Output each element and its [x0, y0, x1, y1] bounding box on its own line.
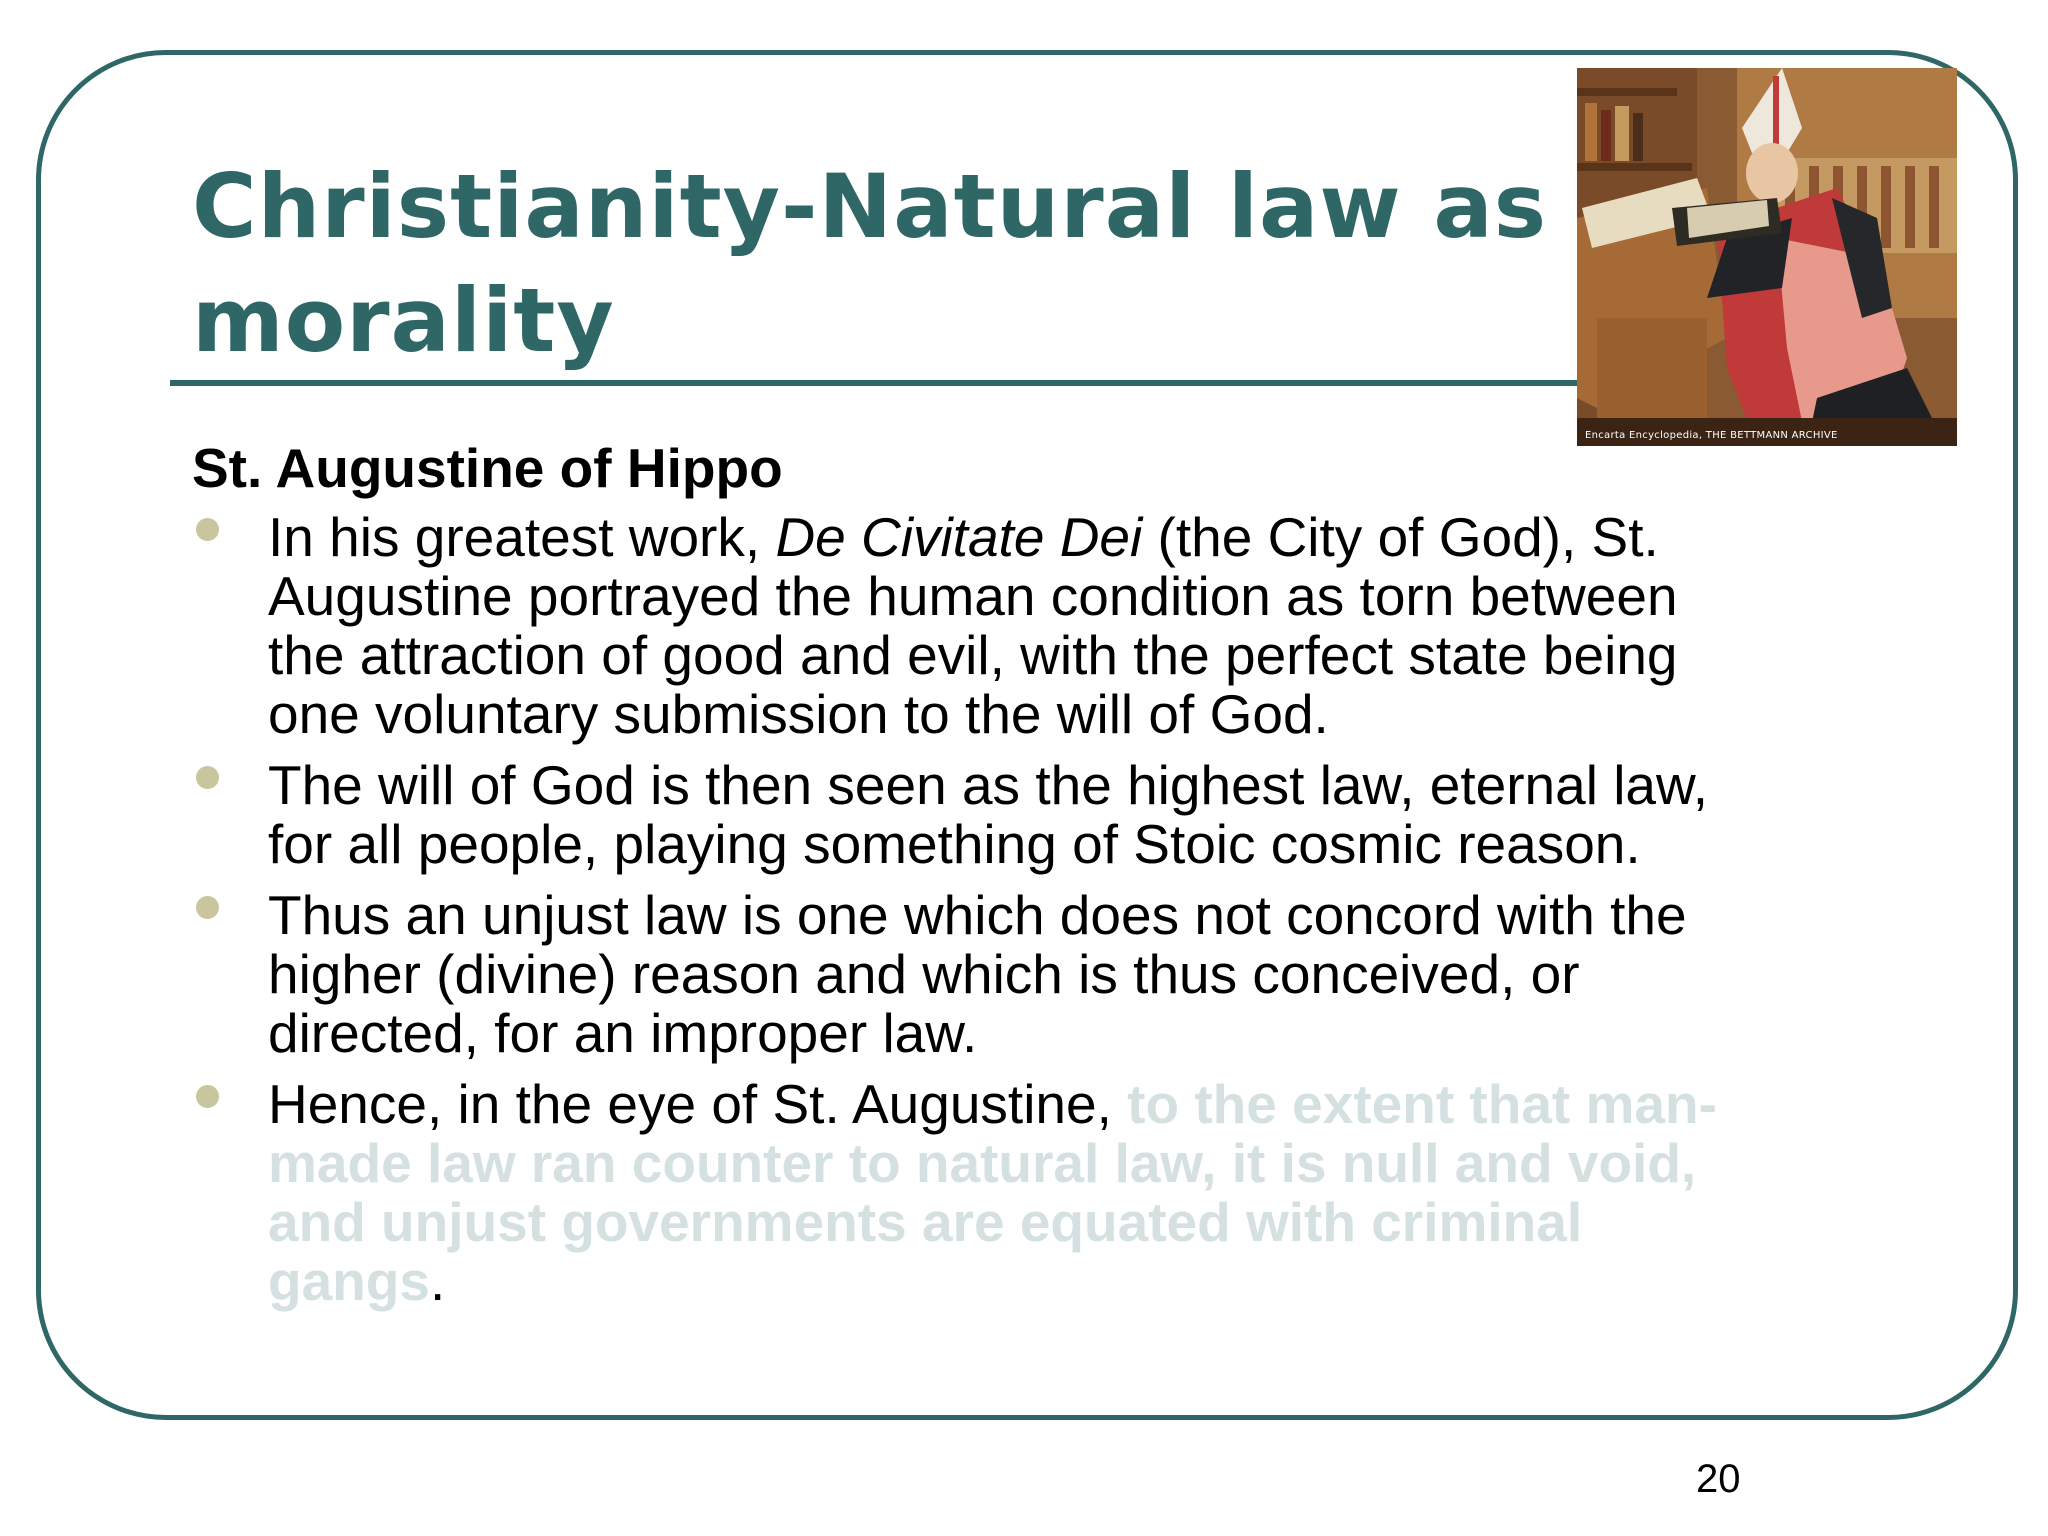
- bullet-line: directed, for an improper law.: [268, 1002, 978, 1064]
- bullet-line: the attraction of good and evil, with the perfect state being: [268, 624, 1678, 686]
- bullet-text: In his greatest work,: [268, 506, 776, 568]
- bullet-icon: [196, 518, 219, 541]
- title-underline: [170, 380, 1580, 386]
- bullet-item: [192, 756, 1892, 874]
- bullet-icon: [196, 1085, 219, 1108]
- bullet-item: [192, 508, 1892, 744]
- bullet-line: higher (divine) reason and which is thus conceived, or: [268, 943, 1580, 1005]
- bullet-text: Hence, in the eye of St. Augustine,: [268, 1073, 1128, 1135]
- bullet-text: .: [429, 1250, 446, 1312]
- bullet-line: [268, 1252, 1892, 1311]
- bullet-line: one voluntary submission to the will of God.: [268, 683, 1329, 745]
- bullet-icon: [196, 766, 219, 789]
- work-title: De Civitate Dei: [775, 506, 1143, 568]
- painting-illustration: [1577, 68, 1957, 446]
- subheading: St. Augustine of Hippo: [192, 437, 783, 499]
- bullet-item: [192, 1075, 1892, 1311]
- augustine-painting: [1577, 68, 1957, 446]
- page-number: 20: [1696, 1457, 1741, 1501]
- faded-text: gangs: [268, 1250, 430, 1312]
- bullet-line: The will of God is then seen as the highest law, eternal law,: [268, 754, 1708, 816]
- bullet-item: [192, 886, 1892, 1063]
- bullet-line: Augustine portrayed the human condition as torn between: [268, 565, 1678, 627]
- faded-line: and unjust governments are equated with criminal: [268, 1191, 1583, 1253]
- faded-text: to the extent that man-: [1127, 1073, 1717, 1135]
- title-line-2: morality: [192, 269, 615, 372]
- bullet-icon: [196, 896, 219, 919]
- bullet-text: (the City of God), St.: [1142, 506, 1659, 568]
- slide-title: [192, 150, 1592, 378]
- image-caption: Encarta Encyclopedia, THE BETTMANN ARCHIVE: [1585, 430, 1838, 441]
- bullet-line: for all people, playing something of Stoic cosmic reason.: [268, 813, 1641, 875]
- bullet-line: [268, 1075, 1892, 1134]
- bullet-line: Thus an unjust law is one which does not concord with the: [268, 884, 1687, 946]
- title-line-1: Christianity-Natural law as: [192, 155, 1548, 258]
- bullet-list: [192, 508, 1892, 1323]
- bullet-line: [268, 508, 1892, 567]
- faded-line: made law ran counter to natural law, it is null and void,: [268, 1132, 1697, 1194]
